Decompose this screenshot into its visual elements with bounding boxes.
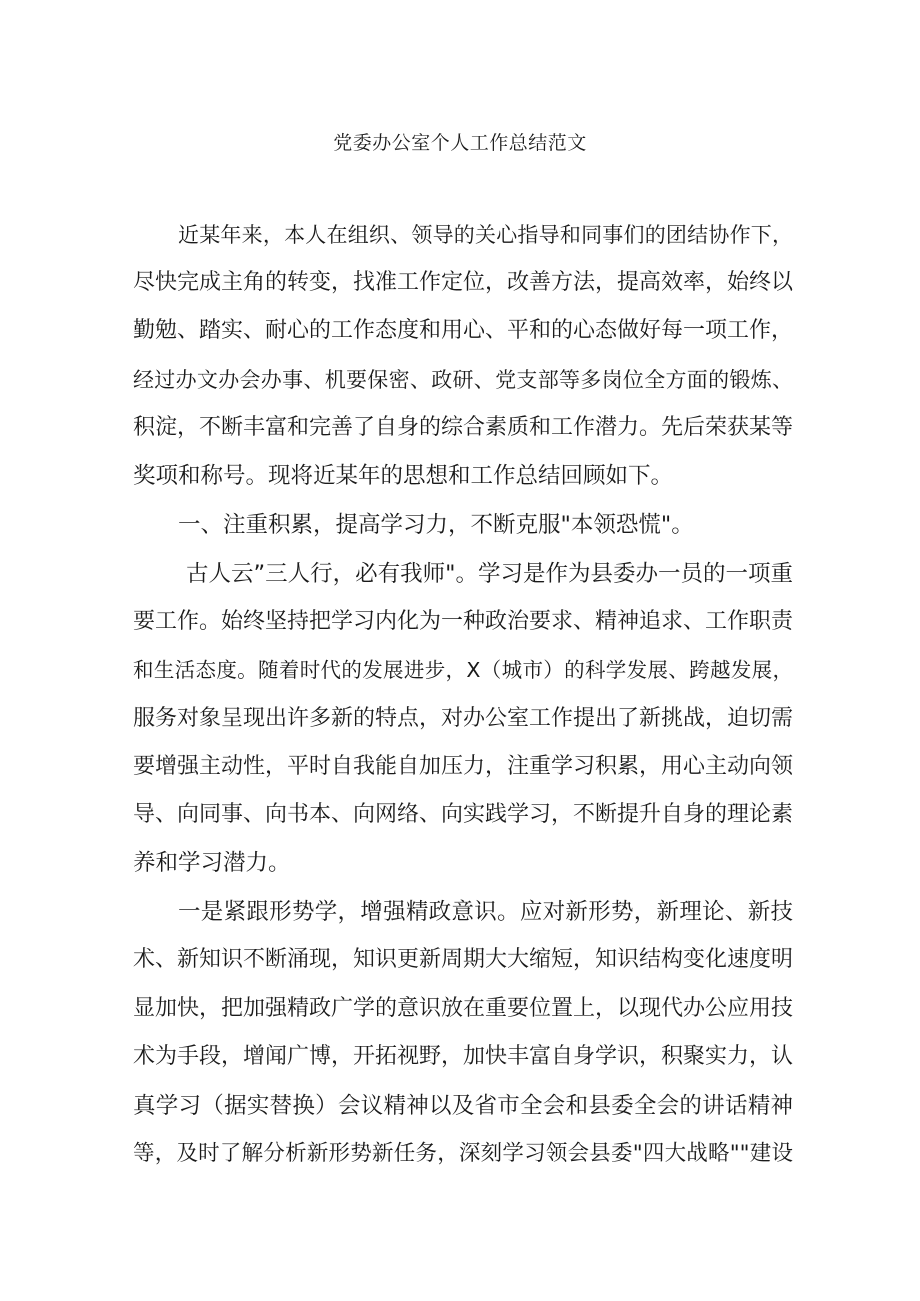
- paragraph-line: 养和学习潜力。: [133, 850, 291, 876]
- paragraph-line: 积淀，不断丰富和完善了自身的综合素质和工作潜力。先后荣获某等: [133, 415, 794, 440]
- paragraph-line: 和生活态度。随着时代的发展进步，X（城市）的科学发展、跨越发展，: [133, 658, 793, 682]
- paragraph-line: 显加快，把加强精政广学的意识放在重要位置上，以现代办公应用技: [133, 996, 794, 1021]
- paragraph-line: 术为手段，增闻广博，开拓视野，加快丰富自身学识，积聚实力，认: [133, 1044, 794, 1069]
- paragraph-line: 勤勉、踏实、耐心的工作态度和用心、平和的心态做好每一项工作，: [133, 318, 794, 343]
- paragraph-line: 要工作。始终坚持把学习内化为一种政治要求、精神追求、工作职责: [133, 609, 794, 634]
- paragraph-line: 真学习（据实替换）会议精神以及省市全会和县委全会的讲话精神: [133, 1093, 793, 1119]
- paragraph-line: 古人云”三人行，必有我师"。学习是作为县委办一员的一项重: [186, 561, 794, 587]
- paragraph-line: 等，及时了解分析新形势新任务，深刻学习领会县委"四大战略""建设: [133, 1141, 793, 1166]
- paragraph-line: 经过办文办会办事、机要保密、政研、党支部等多岗位全方面的锻炼、: [133, 368, 793, 392]
- paragraph-line: 一是紧跟形势学，增强精政意识。应对新形势，新理论、新技: [178, 899, 793, 925]
- paragraph-line: 术、新知识不断涌现，知识更新周期大大缩短，知识结构变化速度明: [133, 947, 794, 972]
- section-heading: 一、注重积累，提高学习力，不断克服"本领恐慌"。: [178, 512, 694, 538]
- paragraph-line: 导、向同事、向书本、向网络、向实践学习，不断提升自身的理论素: [133, 802, 794, 827]
- paragraph-line: 近某年来，本人在组织、领导的关心指导和同事们的团结协作下，: [178, 223, 793, 247]
- paragraph-line: 奖项和称号。现将近某年的思想和工作总结回顾如下。: [133, 463, 674, 489]
- paragraph-line: 尽快完成主角的转变，找准工作定位，改善方法，提高效率，始终以: [133, 270, 794, 295]
- document-title: 党委办公室个人工作总结范文: [333, 132, 587, 154]
- paragraph-line: 要增强主动性，平时自我能自加压力，注重学习积累，用心主动向领: [133, 754, 794, 779]
- paragraph-line: 服务对象呈现出许多新的特点，对办公室工作提出了新挑战，迫切需: [133, 706, 794, 731]
